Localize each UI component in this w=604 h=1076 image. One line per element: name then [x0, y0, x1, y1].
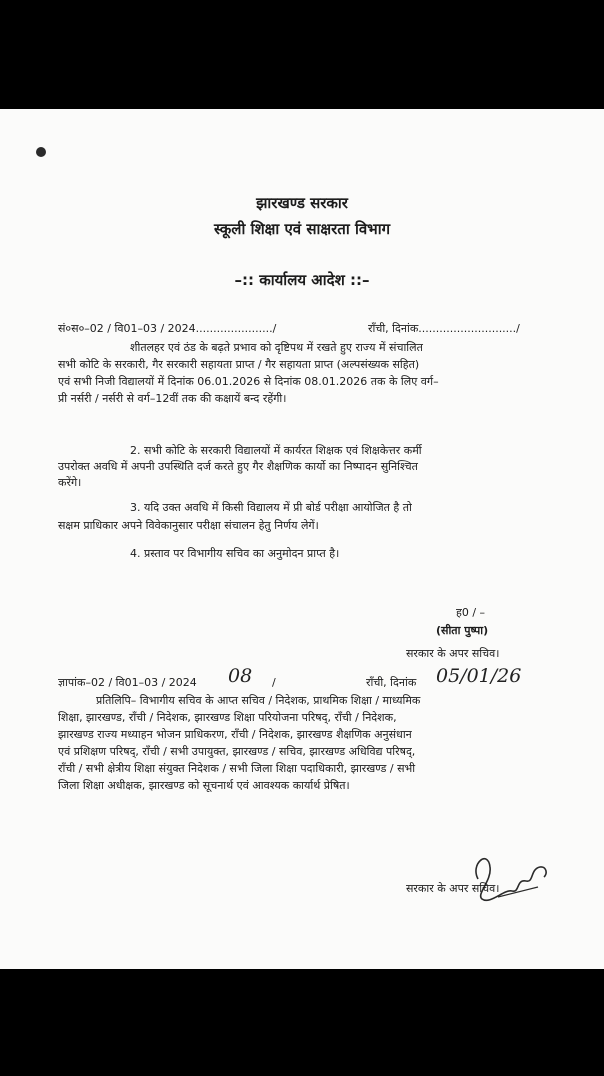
memo-copy-line: जिला शिक्षा अधीक्षक, झारखण्ड को सूचनार्थ एवं आवश्यक कार्यार्थ प्रेषित। — [58, 779, 350, 792]
para1-line: शीतलहर एवं ठंड के बढ़ते प्रभाव को दृष्टिपथ में रखते हुए राज्य में संचालित — [130, 341, 423, 354]
order-place-date: राँची, दिनांक............................/ — [368, 322, 520, 335]
handwritten-signature — [468, 839, 558, 909]
memo-designation: सरकार के अपर सचिव। — [406, 882, 500, 895]
signatory-designation: सरकार के अपर सचिव। — [406, 647, 500, 660]
signed-mark: ह0 / – — [456, 606, 486, 619]
para3-line: सक्षम प्राधिकार अपने विवेकानुसार परीक्षा संचालन हेतु निर्णय लेगें। — [58, 519, 319, 532]
para1-line: सभी कोटि के सरकारी, गैर सरकारी सहायता प्राप्त / गैर सहायता प्राप्त (अल्पसंख्यक सहित) — [58, 358, 420, 371]
bullet-dot — [36, 147, 46, 157]
order-title: –:: कार्यालय आदेश ::– — [234, 271, 370, 289]
para1-line: प्री नर्सरी / नर्सरी से वर्ग–12वीं तक की कक्षायें बन्द रहेंगी। — [58, 392, 287, 405]
department-heading: स्कूली शिक्षा एवं साक्षरता विभाग — [213, 220, 391, 238]
para1-line: एवं सभी निजी विद्यालयों में दिनांक 06.01.2026 से दिनांक 08.01.2026 तक के लिए वर्ग– — [58, 375, 439, 388]
memo-handwritten-number: 08 — [228, 665, 253, 687]
para2-line: उपरोक्त अवधि में अपनी उपस्थिति दर्ज करते हुए गैर शैक्षणिक कार्यो का निष्पादन सुनिश्चित — [58, 460, 418, 473]
memo-handwritten-date: 05/01/26 — [436, 665, 522, 687]
government-heading: झारखण्ड सरकार — [256, 194, 348, 212]
memo-copy-line: झारखण्ड राज्य मध्याहन भोजन प्राधिकरण, राँची / निदेशक, झारखण्ड शैक्षणिक अनुसंधान — [58, 728, 412, 741]
para3-line: 3. यदि उक्त अवधि में किसी विद्यालय में प्री बोर्ड परीक्षा आयोजित है तो — [130, 501, 412, 514]
document-page — [0, 109, 604, 969]
memo-copy-line: एवं प्रशिक्षण परिषद्, राँची / सभी उपायुक्त, झारखण्ड / सचिव, झारखण्ड अधिविद्य परिषद्, — [58, 745, 416, 758]
para2-line: करेंगे। — [58, 476, 82, 489]
memo-copy-line: प्रतिलिपि– विभागीय सचिव के आप्त सचिव / निदेशक, प्राथमिक शिक्षा / माध्यमिक — [96, 694, 421, 707]
signatory-name: (सीता पुष्पा) — [436, 624, 489, 637]
memo-ref-slash: / — [272, 676, 276, 689]
memo-copy-line: शिक्षा, झारखण्ड, राँची / निदेशक, झारखण्ड शिक्षा परियोजना परिषद्, राँची / निदेशक, — [58, 711, 397, 724]
order-ref-number: सं०स०–02 / वि01–03 / 2024....................../ — [58, 322, 277, 335]
memo-ref-number: ज्ञापांक–02 / वि01–03 / 2024 — [58, 676, 197, 689]
para2-line: 2. सभी कोटि के सरकारी विद्यालयों में कार्यरत शिक्षक एवं शिक्षकेत्तर कर्मी — [130, 444, 422, 457]
memo-copy-line: राँची / सभी क्षेत्रीय शिक्षा संयुक्त निदेशक / सभी जिला शिक्षा पदाधिकारी, झारखण्ड / सभी — [58, 762, 416, 775]
memo-place-date-label: राँची, दिनांक — [366, 676, 417, 689]
para4-line: 4. प्रस्ताव पर विभागीय सचिव का अनुमोदन प्राप्त है। — [130, 547, 340, 560]
